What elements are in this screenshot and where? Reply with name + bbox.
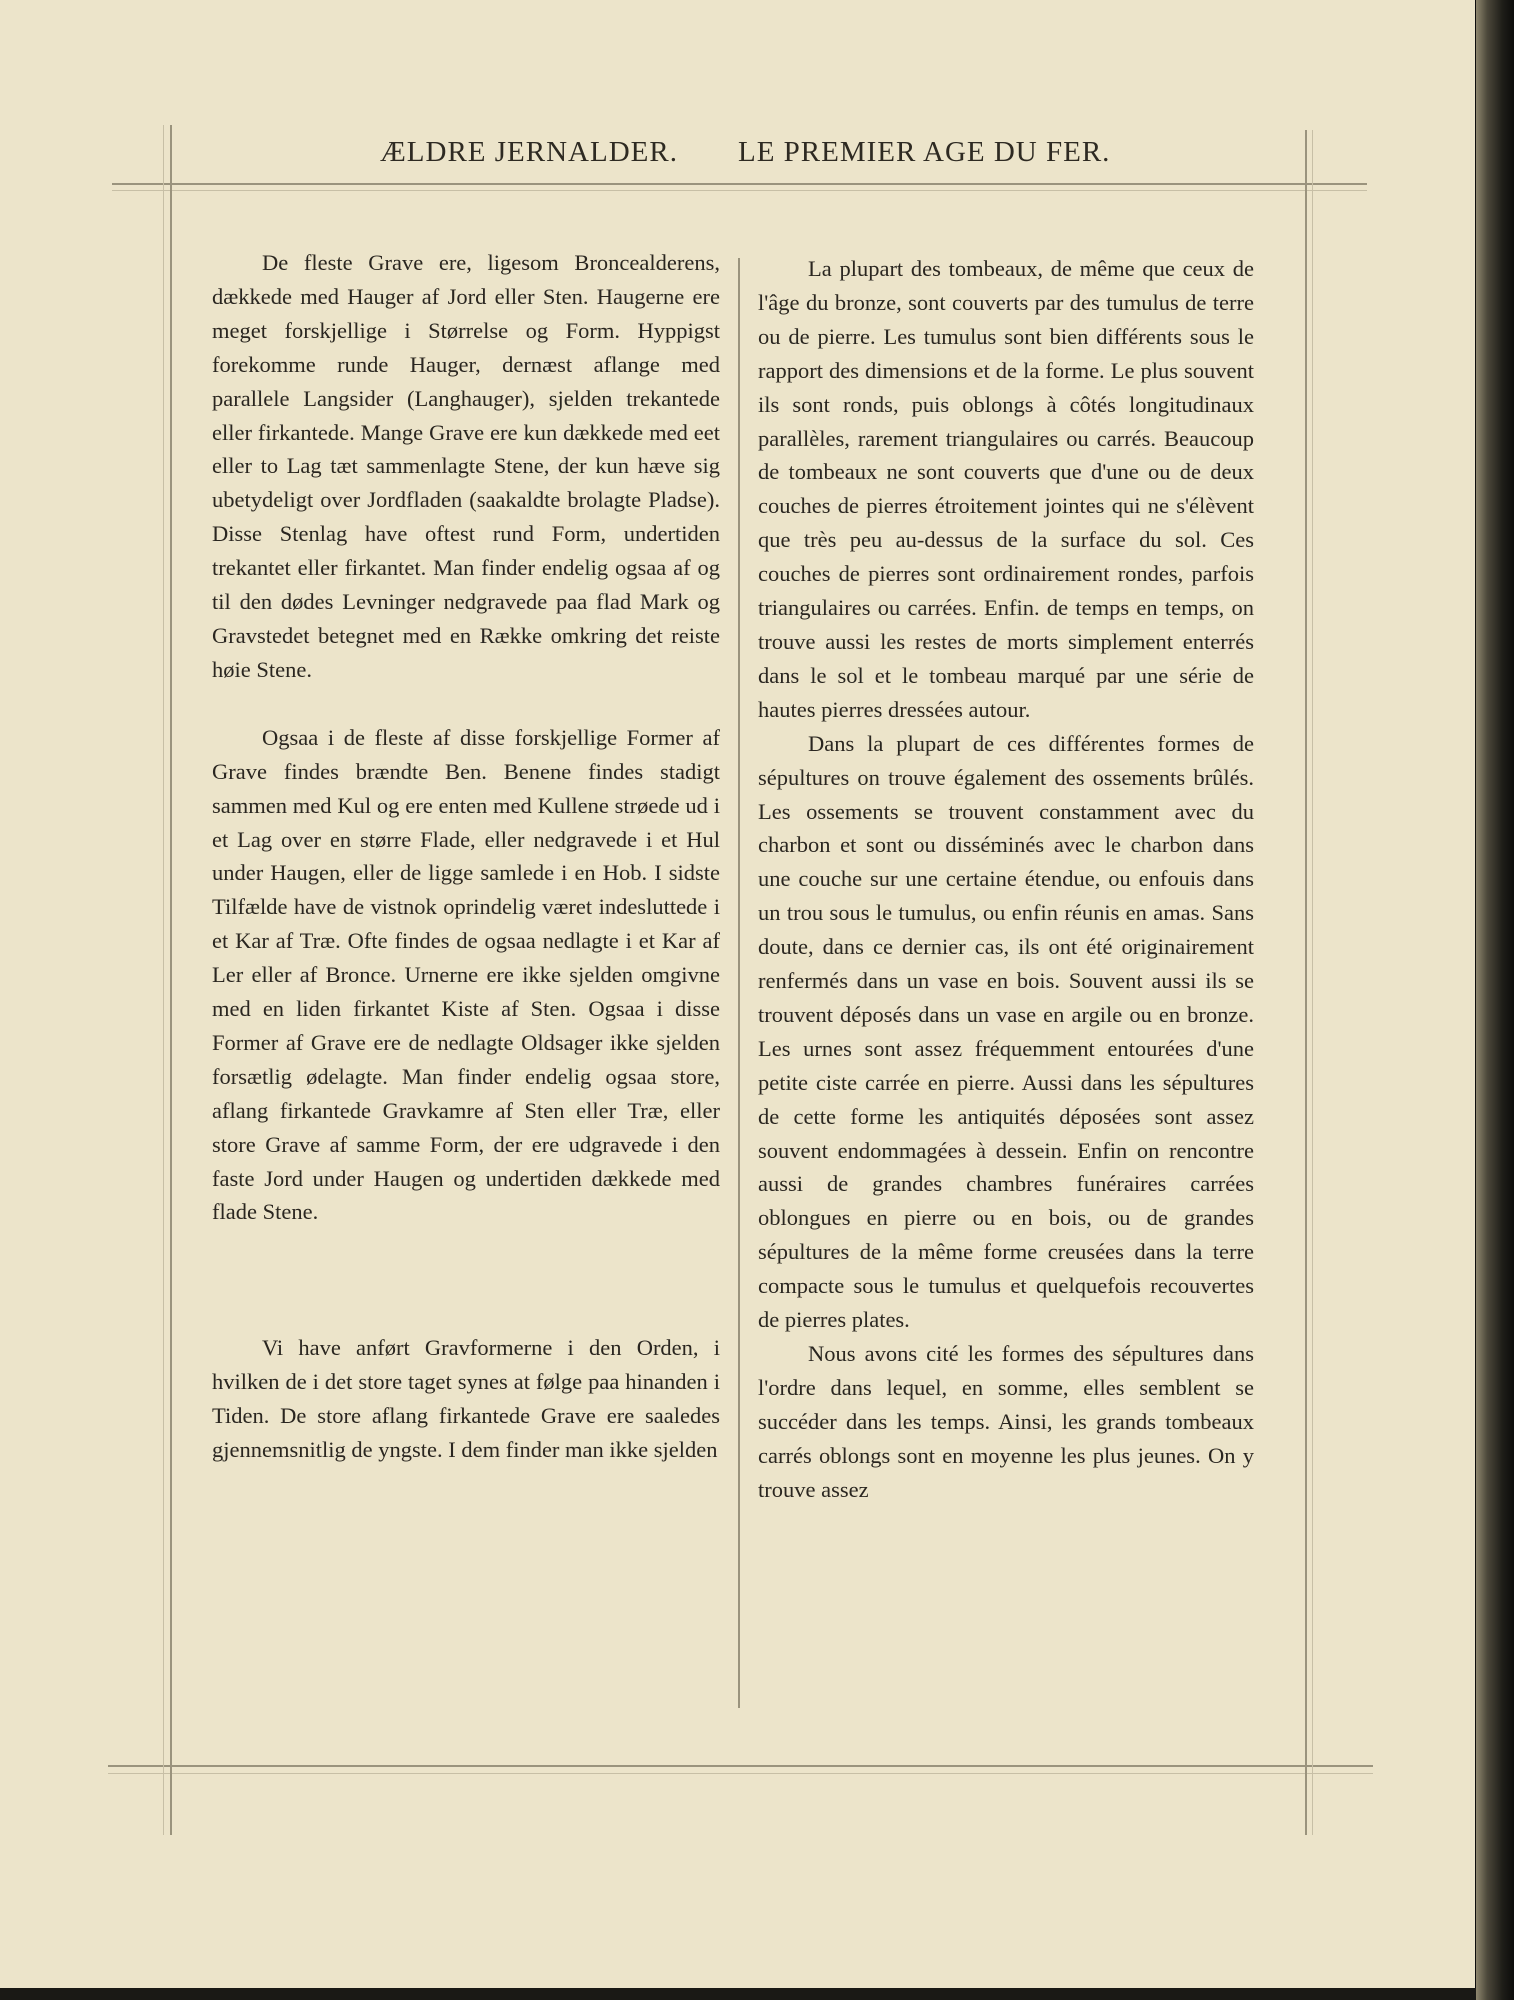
frame-right-rule	[1305, 130, 1307, 1835]
frame-left-rule	[170, 125, 172, 1835]
frame-left-rule-inner	[163, 125, 164, 1835]
frame-bottom-rule	[108, 1765, 1373, 1767]
header-right-title: LE PREMIER AGE DU FER.	[738, 136, 1111, 168]
book-page-edge	[1476, 0, 1514, 2000]
french-paragraph-2: Dans la plupart de ces différentes formes de sépultures on trouve également des ossements brûlés. Les ossements se trouvent constamment avec du charbon et sont ou disséminés avec le charbon dans une couche sur une certaine étendue, ou enfouis dans un trou sous le tumulus, ou enfin réunis en amas. Sans doute, dans ce dernier cas, ils ont été originairement renfermés dans un vase en bois. Souvent aussi ils se trouvent déposés dans un vase en argile ou en bronze. Les urnes sont assez fréquemment entourées d'une petite ciste carrée en pierre. Aussi dans les sépultures de cette forme les antiquités déposées sont assez souvent endommagées à dessein. Enfin on rencontre aussi de grandes chambres funéraires carrées oblongues en pierre ou en bois, ou de grandes sépultures de la même forme creusées dans la terre compacte sous le tumulus et quelquefois recouvertes de pierres plates.	[758, 730, 1254, 1333]
french-column	[758, 0, 1254, 1507]
danish-column	[212, 0, 720, 1467]
book-bottom-edge	[0, 1988, 1476, 2000]
danish-paragraph-2: Ogsaa i de fleste af disse forskjellige Former af Grave findes brændte Ben. Benene findes stadigt sammen med Kul og ere enten med Kullene strøede ud i et Lag over en større Flade, eller nedgravede i et Hul under Haugen, eller de ligge samlede i en Hob. I sidste Tilfælde have de vistnok oprindelig været indesluttede i et Kar af Træ. Ofte findes de ogsaa nedlagte i et Kar af Ler eller af Bronce. Urnerne ere ikke sjelden omgivne med en liden firkantet Kiste af Sten. Ogsaa i disse Former af Grave ere de nedlagte Oldsager ikke sjelden forsætlig ødelagte. Man finder endelig ogsaa store, aflang firkantede Gravkamre af Sten eller Træ, eller store Grave af samme Form, der ere udgravede i den faste Jord under Haugen og undertiden dækkede med flade Stene.	[212, 724, 720, 1225]
frame-right-rule-inner	[1312, 130, 1313, 1835]
header-left-title: ÆLDRE JERNALDER.	[380, 136, 678, 168]
danish-paragraph-3: Vi have anført Gravformerne i den Orden, i hvilken de i det store taget synes at følge paa hinanden i Tiden. De store aflang firkantede Grave ere saaledes gjennemsnitlig de yngste. I dem finder man ikke sjelden	[212, 1335, 720, 1463]
column-divider	[738, 258, 740, 1708]
french-paragraph-3: Nous avons cité les formes des sépultures dans l'ordre dans lequel, en somme, elles semblent se succéder dans les temps. Ainsi, les grands tombeaux carrés oblongs sont en moyenne les plus jeunes. On y trouve assez	[758, 1341, 1254, 1502]
french-paragraph-1: La plupart des tombeaux, de même que ceux de l'âge du bronze, sont couverts par des tumulus de terre ou de pierre. Les tumulus sont bien différents sous le rapport des dimensions et de la forme. Le plus souvent ils sont ronds, puis oblongs à côtés longitudinaux parallèles, rarement triangulaires ou carrés. Beaucoup de tombeaux ne sont couverts que d'une ou de deux couches de pierres étroitement jointes qui ne s'élèvent que très peu au-dessus de la surface du sol. Ces couches de pierres sont ordinairement rondes, parfois triangulaires ou carrées. Enfin. de temps en temps, on trouve aussi les restes de morts simplement enterrés dans le sol et le tombeau marqué par une série de hautes pierres dressées autour.	[758, 256, 1254, 722]
frame-bottom-rule-inner	[108, 1773, 1373, 1774]
danish-paragraph-1: De fleste Grave ere, ligesom Broncealderens, dækkede med Hauger af Jord eller Sten. Haugerne ere meget forskjellige i Størrelse og Form. Hyppigst forekomme runde Hauger, dernæst aflange med parallele Langsider (Langhauger), sjelden trekantede eller firkantede. Mange Grave ere kun dækkede med eet eller to Lag tæt sammenlagte Stene, der kun hæve sig ubetydeligt over Jordfladen (saakaldte brolagte Pladse). Disse Stenlag have oftest rund Form, undertiden trekantet eller firkantet. Man finder endelig ogsaa af og til den dødes Levninger nedgravede paa flad Mark og Gravstedet betegnet med en Række omkring det reiste høie Stene.	[212, 250, 720, 682]
